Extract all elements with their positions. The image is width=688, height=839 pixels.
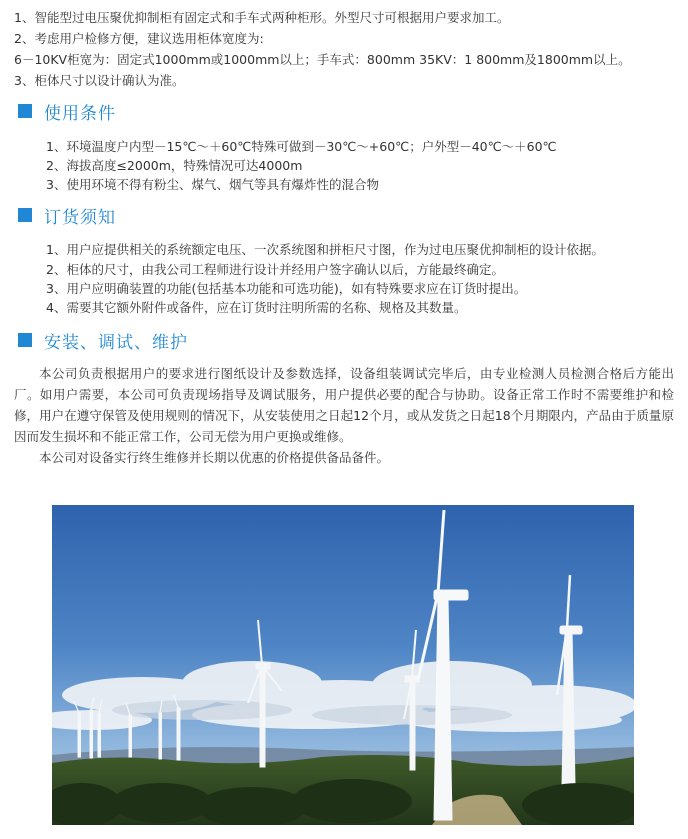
- section-install-title: 安装、调试、维护: [44, 332, 188, 353]
- section-order-title: 订货须知: [44, 207, 116, 228]
- intro-line-3: 6－10KV柜宽为：固定式1000mm或1000mm以上；手车式：800mm 35KV：1 800mm及1800mm以上。: [14, 52, 631, 67]
- section-usage-title: 使用条件: [44, 103, 116, 124]
- section-order-heading: [18, 205, 116, 228]
- order-item-3: 3、用户应明确装置的功能(包括基本功能和可选功能)，如有特殊要求应在订货时提出。: [46, 281, 527, 296]
- section-marker-icon: [18, 333, 32, 347]
- wind-turbine-photo: [52, 505, 634, 825]
- intro-line-1: 1、智能型过电压聚优抑制柜有固定式和手车式两种柜形。外型尺寸可根据用户要求加工。: [14, 10, 510, 25]
- intro-line-2: 2、考虑用户检修方便，建议选用柜体宽度为:: [14, 31, 264, 46]
- section-usage-heading: [18, 101, 116, 124]
- order-item-2: 2、柜体的尺寸，由我公司工程师进行设计并经用户签字确认以后，方能最终确定。: [46, 262, 504, 277]
- intro-line-4: 3、柜体尺寸以设计确认为准。: [14, 73, 185, 88]
- usage-item-3: 3、使用环境不得有粉尘、煤气、烟气等具有爆炸性的混合物: [46, 177, 379, 192]
- install-paragraph-2: 本公司对设备实行终生维修并长期以优惠的价格提供备品备件。: [39, 450, 390, 465]
- order-item-4: 4、需要其它额外附件或备件，应在订货时注明所需的名称、规格及其数量。: [46, 300, 467, 315]
- section-marker-icon: [18, 208, 32, 222]
- install-paragraph-1: 本公司负责根据用户的要求进行图纸设计及参数选择，设备组装调试完毕后，由专业检测人员检测合格后方能出厂。如用户需要，本公司可负责现场指导及调试服务，用户提供必要的配合与协助。设备正常工作时不需要维护和检修，用户在遵守保管及使用规则的情况下，从安装使用之日起12个月，或从发货之日起18个月期限内，产品由于质量原因而发生损坏和不能正常工作，公司无偿为用户更换或维修。: [14, 366, 674, 444]
- section-install-heading: [18, 330, 188, 353]
- section-marker-icon: [18, 104, 32, 118]
- usage-item-1: 1、环境温度户内型－15℃～＋60℃特殊可做到－30℃～+60℃；户外型－40℃～＋60℃: [46, 139, 557, 154]
- order-item-1: 1、用户应提供相关的系统额定电压、一次系统图和拼柜尺寸图，作为过电压聚优抑制柜的设计依据。: [46, 242, 604, 257]
- usage-item-2: 2、海拔高度≤2000m，特殊情况可达4000m: [46, 158, 303, 173]
